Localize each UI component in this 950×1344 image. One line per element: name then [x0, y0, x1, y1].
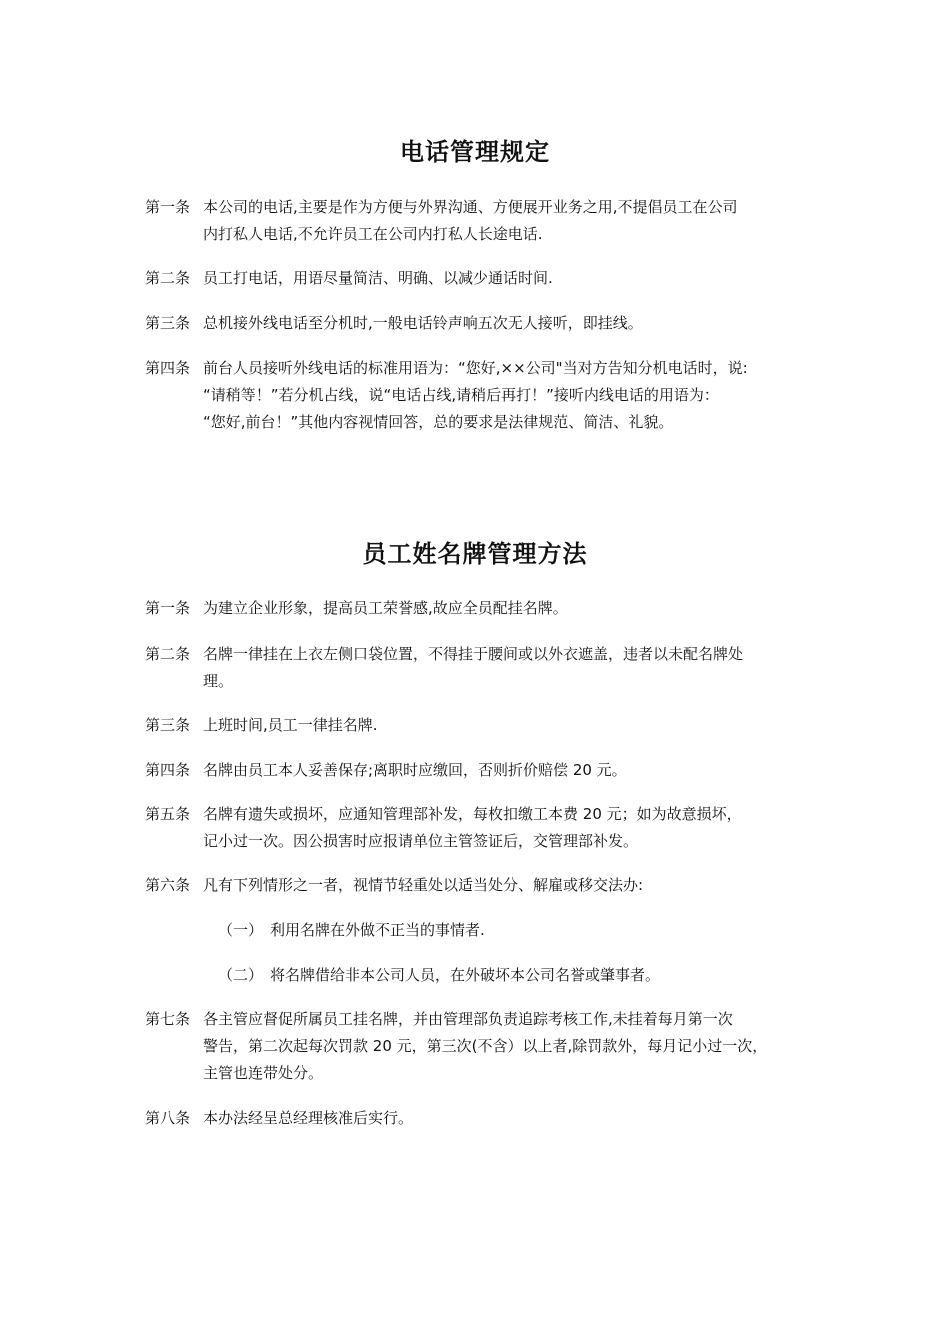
article-text: 各主管应督促所属员工挂名牌，并由管理部负责追踪考核工作,未挂着每月第一次 警告，第二次起每次罚款 20 元，第三次(不含）以上者,除罚款外，每月记小过一次， 主管也连带处分。	[203, 1010, 768, 1082]
article-number: 第四条	[145, 761, 191, 779]
article-1-1	[145, 194, 825, 248]
article-2-4	[145, 757, 825, 784]
article-text: 上班时间,员工一律挂名牌.	[203, 716, 378, 734]
article-text: 前台人员接听外线电话的标准用语为：“您好,××公司"当对方告知分机电话时，说: “请稍等！”若分机占线，说“电话占线,请稍后再打！”接听内线电话的用语为： “您好,前台！”其他内容视情回答，总的要求是法律规范、简洁、礼貌。	[203, 359, 748, 431]
article-1-4	[145, 355, 825, 436]
article-2-7	[145, 1006, 825, 1087]
sub-item-2	[218, 962, 818, 989]
article-1-3	[145, 310, 825, 337]
article-number: 第二条	[145, 645, 191, 663]
sub-item-marker: （二）	[218, 966, 264, 984]
article-text: 名牌由员工本人妥善保存;离职时应缴回，否则折价赔偿 20 元。	[203, 761, 627, 779]
article-text: 名牌有遗失或损坏，应通知管理部补发，每枚扣缴工本费 20 元；如为故意损坏， 记小过一次。因公损害时应报请单位主管签证后，交管理部补发。	[203, 805, 742, 850]
sub-item-marker: （一）	[218, 921, 264, 939]
article-number: 第二条	[145, 269, 191, 287]
article-number: 第三条	[145, 716, 191, 734]
article-text: 为建立企业形象，提高员工荣誉感,故应全员配挂名牌。	[203, 599, 568, 617]
article-number: 第八条	[145, 1109, 191, 1127]
article-number: 第七条	[145, 1010, 191, 1028]
article-2-3	[145, 712, 825, 739]
article-2-8	[145, 1105, 825, 1132]
article-text: 凡有下列情形之一者，视情节轻重处以适当处分、解雇或移交法办:	[203, 876, 644, 894]
article-number: 第一条	[145, 599, 191, 617]
article-number: 第五条	[145, 805, 191, 823]
article-text: 名牌一律挂在上衣左侧口袋位置，不得挂于腰间或以外衣遮盖，违者以未配名牌处 理。	[203, 645, 744, 690]
sub-item-text: 利用名牌在外做不正当的事情者.	[270, 921, 485, 939]
article-2-1	[145, 595, 825, 622]
section-title-phone-rules: 电话管理规定	[400, 137, 550, 166]
article-2-6	[145, 872, 825, 899]
article-number: 第三条	[145, 314, 191, 332]
article-2-5	[145, 801, 825, 855]
article-number: 第四条	[145, 359, 191, 377]
section-title-name-badge-rules: 员工姓名牌管理方法	[362, 539, 588, 568]
article-2-2	[145, 641, 825, 695]
article-1-2	[145, 265, 825, 292]
article-text: 本办法经呈总经理核准后实行。	[203, 1109, 414, 1127]
sub-item-1	[218, 917, 818, 944]
article-text: 员工打电话，用语尽量简洁、明确、以减少通话时间.	[203, 269, 553, 287]
article-number: 第六条	[145, 876, 191, 894]
article-text: 总机接外线电话至分机时,一般电话铃声响五次无人接听，即挂线。	[203, 314, 643, 332]
article-text: 本公司的电话,主要是作为方便与外界沟通、方便展开业务之用,不提倡员工在公司 内打私人电话,不允许员工在公司内打私人长途电话.	[203, 198, 738, 243]
sub-item-text: 将名牌借给非本公司人员，在外破坏本公司名誉或肇事者。	[270, 966, 661, 984]
article-number: 第一条	[145, 198, 191, 216]
